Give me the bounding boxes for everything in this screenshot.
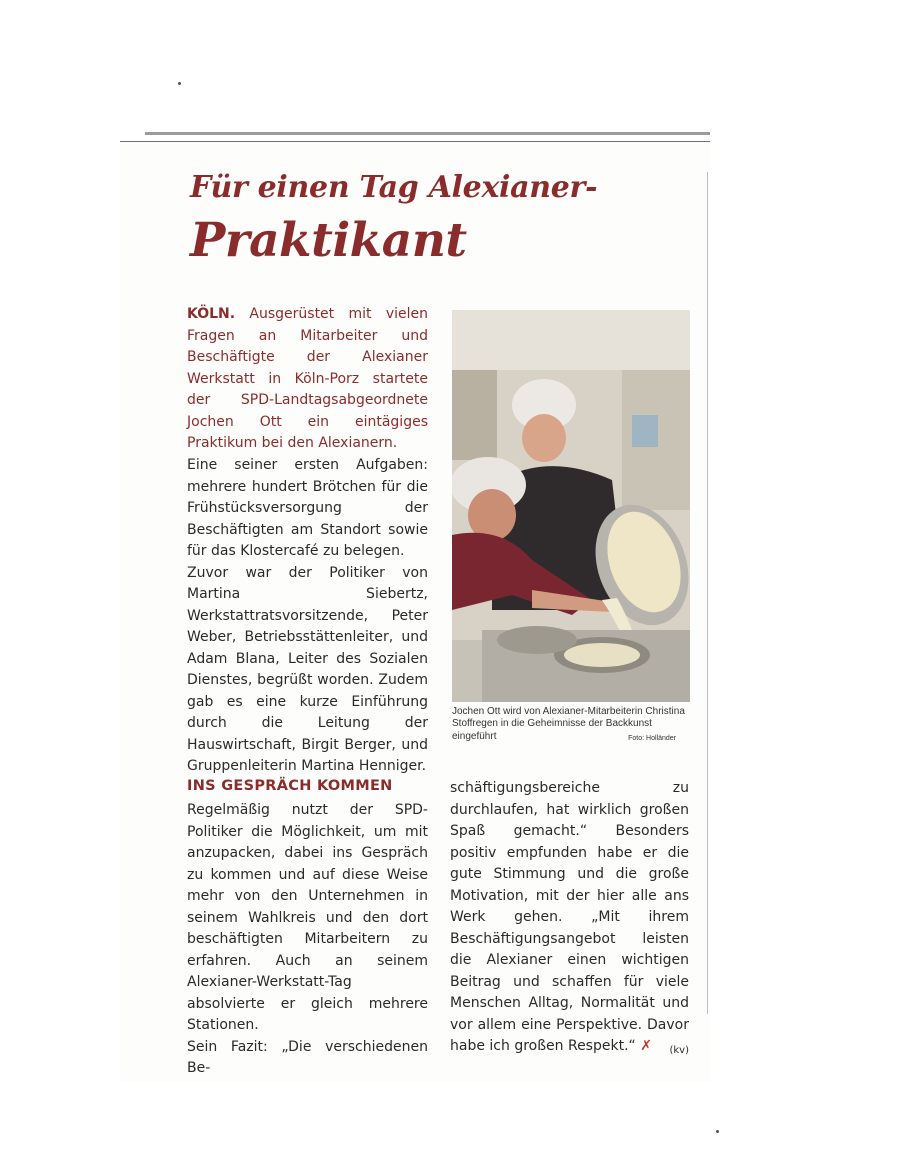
section-subheading: INS GESPRÄCH KOMMEN bbox=[187, 778, 393, 794]
paragraph-2: Zuvor war der Politiker von Martina Siebertz, Werkstattratsvorsitzende, Peter Weber, Betriebsstättenleiter, und Adam Blana, Leiter des Sozialen Dienstes, begrüßt worden. Zudem gab es eine kurze Einführung durch die Leitung der Hauswirtschaft, Birgit Berger, und Gruppenleiterin Martina Henniger. bbox=[187, 564, 428, 774]
lead-text: Ausgerüstet mit vielen Fragen an Mitarbeiter und Beschäftigte der Alexianer Werkstatt in Köln-Porz startete der SPD-Landtagsabgeordnete Jochen Ott ein eintägiges Praktikum bei den Alexianern. bbox=[187, 306, 428, 451]
article-title-line1: Für einen Tag Alexianer- bbox=[190, 170, 598, 205]
article-title-line2: Praktikant bbox=[190, 213, 467, 268]
page-right-border bbox=[707, 172, 708, 1014]
paragraph-1: Eine seiner ersten Aufgaben: mehrere hundert Brötchen für die Frühstücksversorgung der Beschäftigten am Standort sowie für das Klostercafé zu belegen. bbox=[187, 457, 428, 559]
scan-speck bbox=[716, 1130, 719, 1133]
paragraph-4-continued: schäftigungsbereiche zu durchlaufen, hat wirklich großen Spaß gemacht.“ Besonders positiv empfunden habe er die gute Stimmung und die große Motivation, mit der hier alle ans Werk gehen. „Mit ihrem Beschäftigungsangebot leisten die Alexianer einen wichtigen Beitrag und schaffen für viele Menschen Alltag, Normalität und vor allem eine Perspektive. Davor habe ich großen Respekt.“ bbox=[450, 780, 689, 1054]
bakery-photo-illustration bbox=[452, 310, 690, 702]
end-mark-icon: ✗ bbox=[640, 1038, 652, 1054]
article-lead bbox=[187, 304, 428, 455]
scan-speck bbox=[178, 82, 181, 85]
article-photo bbox=[452, 310, 690, 702]
article-column-bottom-left bbox=[187, 800, 428, 1080]
photo-caption-text: Jochen Ott wird von Alexianer-Mitarbeiterin Christina Stoffregen in die Geheimnisse der Backkunst eingeführt bbox=[452, 706, 685, 742]
lead-location: KÖLN. bbox=[187, 306, 236, 322]
scan-edge-line bbox=[145, 132, 710, 135]
paragraph-4-start: Sein Fazit: „Die verschiedenen Be- bbox=[187, 1038, 428, 1076]
article-column-bottom-right bbox=[450, 778, 689, 1062]
photo-credit: Foto: Holländer bbox=[628, 734, 676, 742]
author-initials: (kv) bbox=[669, 1045, 689, 1056]
article-column-left bbox=[187, 455, 428, 778]
photo-caption bbox=[452, 702, 690, 742]
paragraph-3: Regelmäßig nutzt der SPD-Politiker die Möglichkeit, um mit anzupacken, dabei ins Gespräch zu kommen und auf diese Weise mehr von den Unternehmen in seinem Wahlkreis und den dort beschäftigten Mitarbeitern zu erfahren. Auch an seinem Alexianer-Werkstatt-Tag absolvierte er gleich mehrere Stationen. bbox=[187, 802, 428, 1033]
